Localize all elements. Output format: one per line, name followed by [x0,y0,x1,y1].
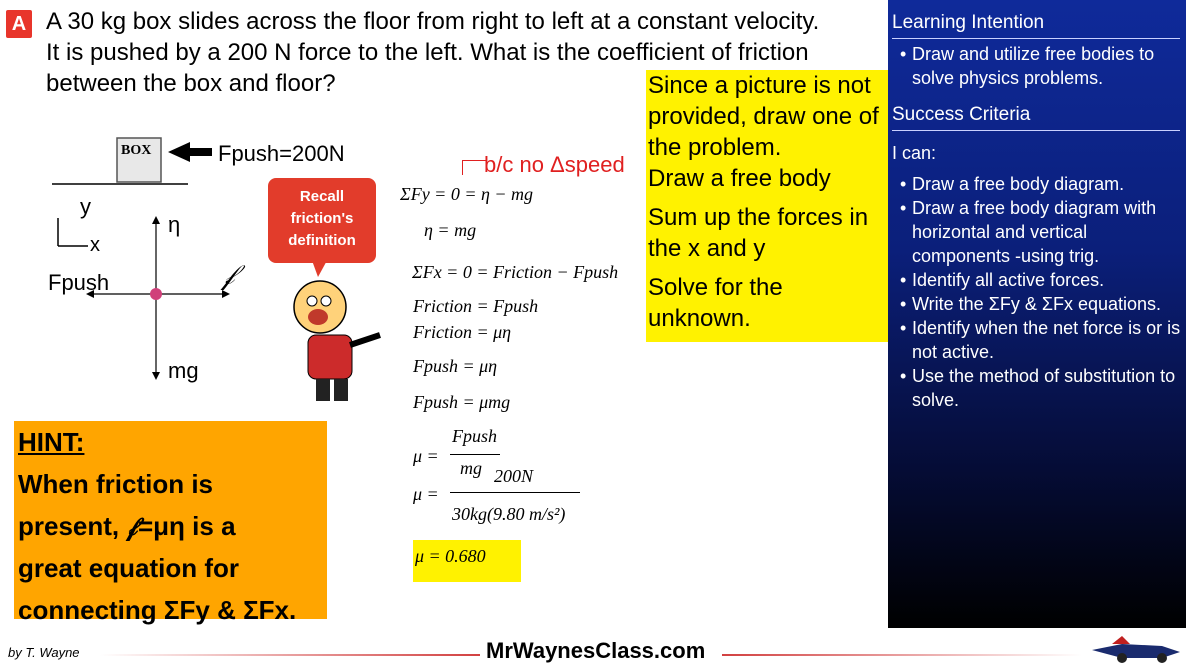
sidebar-divider [892,130,1180,131]
learning-intention-title: Learning Intention [892,12,1045,33]
hint-line-1: When friction is [18,469,213,499]
fraction-bar [450,454,500,455]
footer-line-left [100,654,480,656]
success-item: • Draw a free body diagram. [892,172,1182,196]
fraction2-denominator: 30kg(9.80 m/s²) [452,504,566,524]
success-item: • Use the method of substitution to solve. [892,364,1182,412]
equation-7: Fpush = μmg [413,392,511,412]
section-badge: A [6,10,32,38]
fraction2-lhs: μ = [413,484,439,504]
equation-5: Friction = μη [413,322,512,342]
equation-4: Friction = Fpush [413,296,539,316]
fraction2-numerator: 200N [494,466,534,486]
equation-3: ΣFx = 0 = Friction − Fpush [412,262,619,282]
normal-force-label: η [168,212,181,237]
equation-6: Fpush = μη [413,356,498,376]
learning-item: • Draw and utilize free bodies to solve physics problems. [892,42,1182,90]
success-item: • Identify when the net force is or is not active. [892,316,1182,364]
learning-list [892,42,1182,90]
fraction-numerator: Fpush [452,426,497,446]
x-axis-label: x [90,234,100,256]
step-3: Sum up the forces in the x and y [648,204,869,262]
fpush-left-label: Fpush [48,270,110,295]
annotation-text: b/c no Δspeed [484,152,625,177]
equation-2: η = mg [424,220,477,240]
fpush-label: Fpush=200N [218,141,345,166]
step-2: Draw a free body [648,165,831,192]
step-1: Since a picture is not provided, draw one of the problem. [648,72,879,161]
speech-bubble: Recall friction's definition [268,178,376,263]
hint-line-2: present, 𝒻=μη is a [18,511,236,541]
center-dot [150,288,162,300]
sidebar-divider [892,38,1180,39]
success-item: • Draw a free body diagram with horizontal and vertical components -using trig. [892,196,1182,268]
step-4: Solve for the unknown. [648,274,783,332]
fraction-denominator: mg [460,458,482,478]
cartoon-character-icon [280,255,390,405]
footer-line-right [722,654,1082,656]
site-link[interactable]: MrWaynesClass.com [486,638,706,663]
box-label: BOX [121,143,152,158]
hint-title: HINT: [18,427,85,457]
author-credit: by T. Wayne [8,645,80,660]
sidebar-panel [888,0,1186,628]
hint-box [14,421,327,625]
hint-line-3: great equation for [18,553,240,583]
hint-line-4: connecting ΣFy & ΣFx. [18,595,297,625]
answer-highlight [413,540,521,582]
i-can-label: I can: [892,143,937,163]
success-item: • Write the ΣFy & ΣFx equations. [892,292,1182,316]
fraction-lhs: μ = [413,446,439,466]
success-item: • Identify all active forces. [892,268,1182,292]
steps-box [646,70,889,342]
friction-label: 𝒻 [222,258,235,291]
success-criteria-title: Success Criteria [892,104,1031,125]
push-arrow-icon [168,142,212,162]
rocket-car-icon [1092,636,1182,664]
success-list [892,172,1182,412]
equation-1: ΣFy = 0 = η − mg [400,184,534,204]
fraction2-bar [450,492,580,493]
problem-statement: A 30 kg box slides across the floor from right to left at a constant velocity. It is pushed by a 200 N force to the left. What is the coefficient of friction between the box and floor? [46,8,820,97]
answer-text: μ = 0.680 [415,546,486,566]
weight-label: mg [168,358,199,383]
y-axis-label: y [80,194,91,219]
